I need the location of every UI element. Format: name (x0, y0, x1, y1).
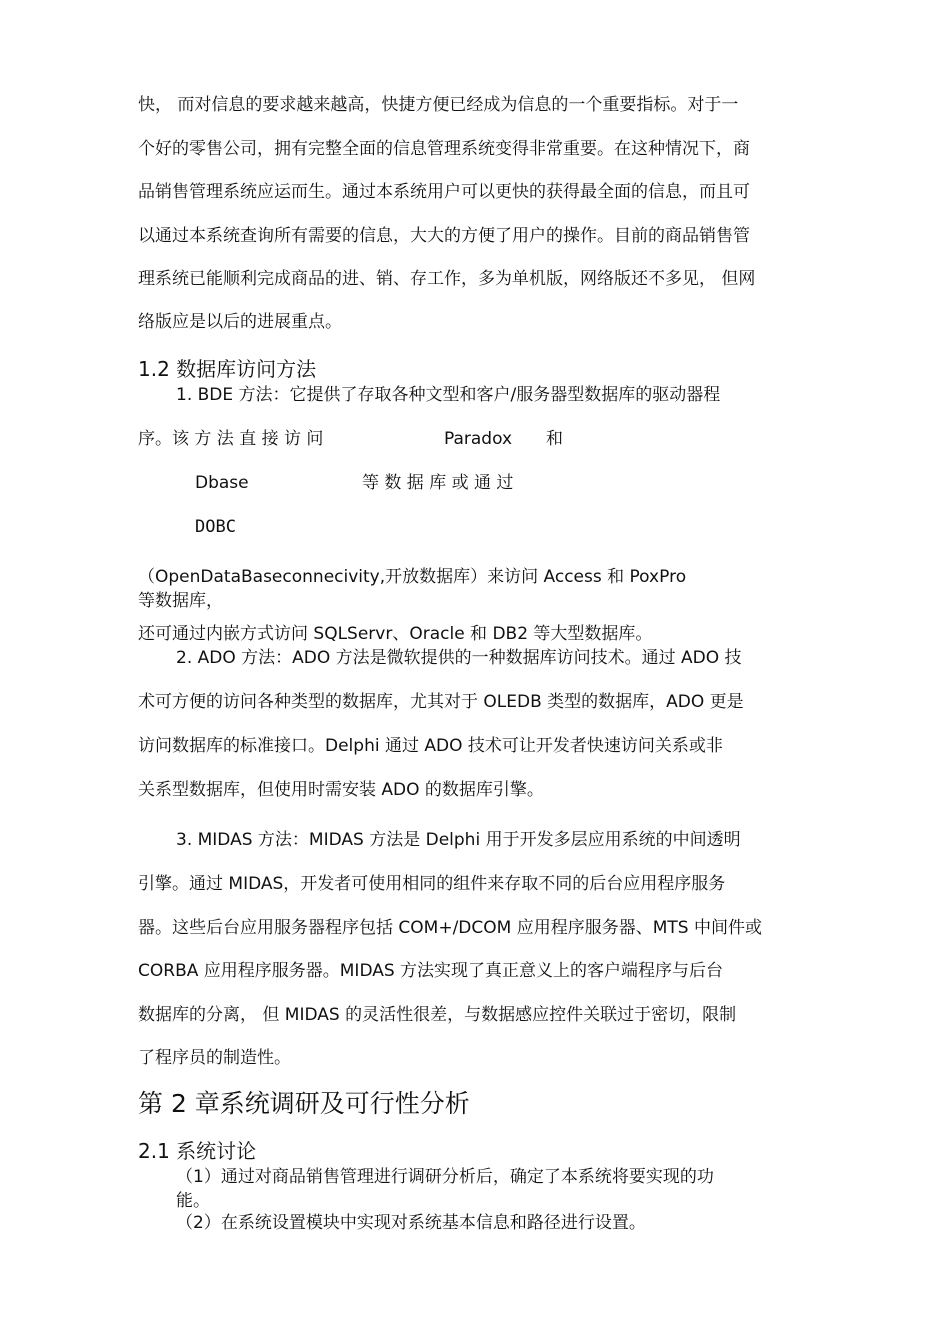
item-1-line-1: （1）通过对商品销售管理进行调研分析后，确定了本系统将要实现的功 (176, 1167, 714, 1187)
item-2: （2）在系统设置模块中实现对系统基本信息和路径进行设置。 (176, 1213, 646, 1233)
bde-line-2a: 序。该 方 法 直 接 访 问 (138, 429, 324, 449)
intro-line-3: 品销售管理系统应运而生。通过本系统用户可以更快的获得最全面的信息，而且可 (138, 182, 750, 202)
bde-line-5: （OpenDataBaseconnecivity,开放数据库）来访问 Access 和 PoxPro (138, 567, 687, 587)
bde-line-6: 等数据库， (138, 591, 223, 611)
section-heading-1-2: 1.2 数据库访问方法 (138, 357, 317, 381)
midas-line-6: 了程序员的制造性。 (138, 1048, 291, 1068)
bde-line-2c: 和 (546, 429, 563, 449)
ado-line-3: 访问数据库的标准接口。Delphi 通过 ADO 技术可让开发者快速访问关系或非 (138, 736, 723, 756)
ado-line-2: 术可方便的访问各种类型的数据库，尤其对于 OLEDB 类型的数据库，ADO 更是 (138, 692, 744, 712)
ado-line-4: 关系型数据库，但使用时需安装 ADO 的数据库引擎。 (138, 780, 544, 800)
intro-line-2: 个好的零售公司，拥有完整全面的信息管理系统变得非常重要。在这种情况下，商 (138, 139, 750, 159)
section-heading-2-1: 2.1 系统讨论 (138, 1139, 257, 1163)
ado-line-1: 2. ADO 方法：ADO 方法是微软提供的一种数据库访问技术。通过 ADO 技 (176, 648, 742, 668)
bde-line-3b: 等 数 据 库 或 通 过 (362, 473, 514, 493)
midas-line-3: 器。这些后台应用服务器程序包括 COM+/DCOM 应用程序服务器、MTS 中间件或 (138, 918, 762, 938)
intro-line-6: 络版应是以后的进展重点。 (138, 312, 342, 332)
intro-line-5: 理系统已能顺利完成商品的进、销、存工作，多为单机版，网络版还不多见， 但网 (138, 269, 756, 289)
midas-line-1: 3. MIDAS 方法：MIDAS 方法是 Delphi 用于开发多层应用系统的中间透明 (176, 830, 741, 850)
bde-line-3a: Dbase (195, 473, 249, 493)
midas-line-5: 数据库的分离， 但 MIDAS 的灵活性很差，与数据感应控件关联过于密切，限制 (138, 1005, 737, 1025)
chapter-heading-2: 第 2 章系统调研及可行性分析 (138, 1089, 470, 1118)
bde-line-4: DOBC (195, 517, 236, 537)
bde-line-2b: Paradox (444, 429, 513, 449)
bde-line-1: 1. BDE 方法：它提供了存取各种文型和客户/服务器型数据库的驱动器程 (176, 385, 721, 405)
intro-line-4: 以通过本系统查询所有需要的信息，大大的方便了用户的操作。目前的商品销售管 (138, 226, 750, 246)
midas-line-2: 引擎。通过 MIDAS，开发者可使用相同的组件来存取不同的后台应用程序服务 (138, 874, 726, 894)
midas-line-4: CORBA 应用程序服务器。MIDAS 方法实现了真正意义上的客户端程序与后台 (138, 961, 724, 981)
intro-line-1: 快， 而对信息的要求越来越高，快捷方便已经成为信息的一个重要指标。对于一 (138, 95, 739, 115)
item-1-line-2: 能。 (176, 1191, 210, 1211)
bde-line-7: 还可通过内嵌方式访问 SQLServr、Oracle 和 DB2 等大型数据库。 (138, 624, 653, 644)
